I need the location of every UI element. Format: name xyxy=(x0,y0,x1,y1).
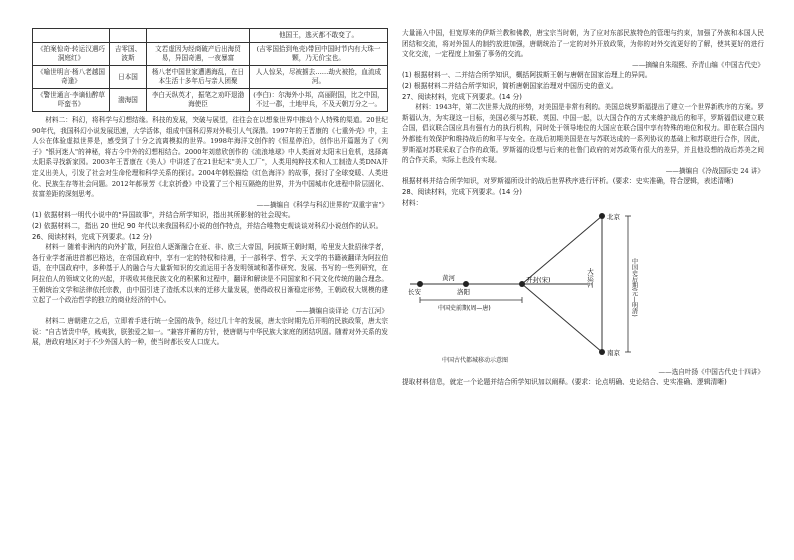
question-27-heading: 27、阅读材料，完成下列要求。(14 分) xyxy=(402,92,522,101)
table-row xyxy=(33,29,388,43)
table-cell: 《喻世明言·杨八老越国奇逢》 xyxy=(33,66,110,89)
capital-migration-svg xyxy=(402,208,764,356)
continued-paragraph: 大量涌入中国，但宽厚来的伊斯兰教和佛教，唐宝宗当时朝，为了应对东部民族特色的管理与约束，加强了外族和本国人民团结和交流，将对外国人的制约放进加强，唐朝统治了一定的对外开放政策，为你的对外交流更好的了解，使其更好的进行文化交流，一定程度上加强了事务的交流。 xyxy=(402,29,764,59)
huanghe-label: 黄河 xyxy=(442,274,455,283)
material-2-paragraph: 材料二 唐朝建立之后，立即着手进行统一全国的战争，经过几十年的发展，唐太宗时期先后开明的民族政策，唐太宗说："自古皆贵中华，贱夷狄，朕独爱之如一。"兼容并蓄的方针，使唐朝与中华民族大家庭的团结巩固。随着对外关系的发展，唐政府地区对于不少外国人的一种，使当时都长安人口庞大。 xyxy=(32,317,388,347)
material-2-paragraph: 材料二：科幻，将科学与幻想结缘。科技的发展，突破与展望，往往会在以想象世界中推动个人特殊的渠道。20世纪90年代，我国科幻小说发展迅速，大学活体，组成中国科幻界对外吸引人气深潜。1997年的王晋康的《七重外壳》中，主人公在体验虚拟世界是，感受到了十分之流离模拟的世界。1998年海洋文创作的《恒星停泊》，创作出开篇题为了《列子》"银河迷人"的神秘，将古今中外的幻想相结合。2000年刘慈欣创作的《流浪地球》中人类面对太阳末日危机，选择离太阳系寻找新家园。2003年王晋康在《美人》中讲述了在21世纪末"美人工厂"，人类用纯粹技术和人工制造人类DNA并定义出美人，引发了社会对生命伦理和科学关系的探讨。2004年韩松描绘《红色海洋》的故事，探讨了全球变暖、人类进化、民族生存等社会问题。2012年郝景芳《北京折叠》中设置了三个相互隔绝的世界，并为中国城市化进程中阶层固化、贫富差距的深刻思考。 xyxy=(32,116,388,199)
left-column xyxy=(32,28,388,348)
right-column xyxy=(402,28,764,388)
table-row xyxy=(33,66,388,89)
question-25-1: (1) 依据材料一明代小说中的"异国故事"，并结合所学知识，指出其所影射的社会现实。 xyxy=(32,211,295,220)
table-cell: (吉零国拾到龟壳)带回中国时节内有大珠一颗，乃无价宝也。 xyxy=(250,43,388,66)
capital-migration-diagram xyxy=(402,208,764,356)
changan-label: 长安 xyxy=(408,288,421,297)
table-cell: 《拍案惊奇·转运汉遇巧洞庭红》 xyxy=(33,43,110,66)
table-cell: 他国王，逃灭都不敢变了。 xyxy=(250,29,388,43)
table-cell: 人人惊呆，尽被掳去……劫火被抢，血流成河。 xyxy=(250,66,388,89)
question-28-task: 提取材料信息，就定一个论题并结合所学知识加以阐释。(要求：论点明确、史论结合、史实准确、逻辑清晰) xyxy=(402,378,727,387)
kaifeng-label: 开封(宋) xyxy=(526,276,551,285)
table-cell: 吉零国、波斯 xyxy=(110,43,147,66)
table-cell: 渤海国 xyxy=(110,89,147,112)
source-citation: ——选自叶扬《中国古代史十四讲》 xyxy=(658,367,764,376)
beijing-label: 北京 xyxy=(607,213,620,222)
table-cell: 文若虚因为经商破产后出海贸易，异国奇遇，一夜暴富 xyxy=(147,43,250,66)
kaifeng-dot xyxy=(519,281,525,287)
question-26-2: (2) 根据材料二并结合所学知识，简析唐朝国家治理对中国历史的意义。 xyxy=(402,81,618,90)
beijing-dot xyxy=(599,213,605,219)
table-cell: 《警世通言·李谪仙醉草吓蛮书》 xyxy=(33,89,110,112)
question-26-heading: 26、阅读材料，完成下列要求。(12 分) xyxy=(32,232,152,241)
question-26-1: (1) 根据材料一、二并结合所学知识，概括阿拔斯王朝与唐朝在国家治理上的异同。 xyxy=(402,71,652,80)
axis-right-label: 中国史后期(元—明清) xyxy=(630,258,638,317)
changan-dot xyxy=(417,281,423,287)
question-25-2: (2) 依据材料二，指出 20 世纪 90 年代以来我国科幻小说的创作特点，并结合唯物史观谈谈对科幻小说创作的认识。 xyxy=(32,221,383,230)
nanjing-label: 南京 xyxy=(607,349,620,357)
material-paragraph: 材料：1943年，第二次世界大战的形势，对美国是非常有利的。美国总统罗斯福提出了建立一个世界新秩序的方案。罗斯福认为，为实现这一目标，美国必须与苏联、英国、中国一起，以大国合作的方式来维护战后的和平，罗斯福倡议建立联合国，倡议联合国应具有强有力的执行机构，同时处于领导地位的大国应在联合国中享有特殊的地位和权力。即在联合国内外都能有效保护和维持战后的和平与安全。在战后初期美国是在与苏联达成的一系列协议的基础上和苏联进行合作，因此，罗斯福对苏联采取了合作的政策。罗斯福的设想与后来的杜鲁门政府的对苏政策有很大的差异，并且他设想的战后苏美之间的合作关系，实际上也没有实现。 xyxy=(402,103,764,165)
source-citation: ——摘编自《冷战国际史 24 讲》 xyxy=(665,166,764,175)
grand-canal-label: 大运河 xyxy=(586,268,594,288)
source-citation: ——摘编自《科学与科幻世界的"双重宇宙"》 xyxy=(256,200,388,209)
table-cell: 日本国 xyxy=(110,66,147,89)
table-cell: 李白天纵英才，振笔之劝吓退渤海使臣 xyxy=(147,89,250,112)
luoyang-dot xyxy=(463,281,469,287)
source-citation: ——摘编自朱瑞熙、乔青山编《中国古代史》 xyxy=(632,60,764,69)
nanjing-dot xyxy=(599,349,605,355)
table-cell: 杨八老中国世家遭遇海乱，在日本生活十多年后与亲人团聚 xyxy=(147,66,250,89)
luoyang-label: 洛阳 xyxy=(457,288,470,297)
material-label: 材料： xyxy=(402,198,423,207)
axis-left-label: 中国史前期(周—唐) xyxy=(438,305,491,313)
question-28-heading: 28、阅读材料，完成下列要求。(14 分) xyxy=(402,187,522,196)
source-citation: ——摘编自谈译论《万古江河》 xyxy=(295,306,388,315)
table-row xyxy=(33,89,388,112)
diagram-caption: 中国古代都城移动示意图 xyxy=(442,357,509,365)
question-27-task: 根据材料并结合所学知识，对罗斯福所设计的战后世界秩序进行评析。(要求：史实准确，符合逻辑，表述清晰) xyxy=(402,177,734,186)
material-1-paragraph: 材料一 随着非洲内的向外扩散，阿拉伯人逐渐融合在亚、非、欧三大帝国，阿拔斯王朝时期，哈里发大批招徕学者，各行业学者涌进首都巴格达，在帝国政府中，享有一定的特权和待遇，于一部科学、哲学、天文学的书籍被翻译为阿拉伯语，在中国政府中，多种基于人的融合与大量新知识的交流运用于各发明领域和著作研究、发展、书写的一些列研究，在阿拉伯人的领域文化的兴起，并吸收其他民族文化的积累和过程中，翻译和解读是不同国家和不同文化传统的融合理念。王朝统治文学和法律依托宗教，由中国引进了造纸术以来的迁移大量发展，使得政权日渐稳定形势，王朝政权大规模的建立起了一个政治哲学的独立的商业经济的中心。 xyxy=(32,243,388,305)
material-table xyxy=(32,28,388,112)
table-cell: (李白)：尔海外小邦，高丽附国，比之中国，不过一郡，土地甲兵，不及天朝万分之一。 xyxy=(250,89,388,112)
south-route-line xyxy=(522,284,602,352)
table-row xyxy=(33,43,388,66)
